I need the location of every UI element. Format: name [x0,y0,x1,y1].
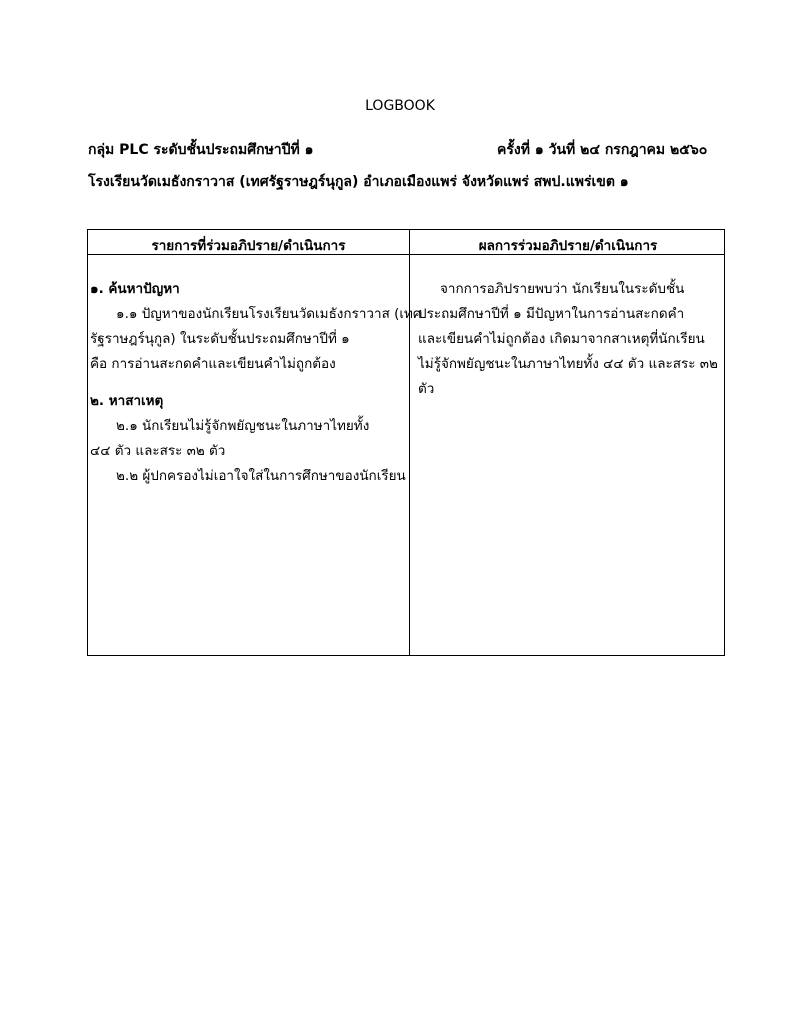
result-line: ประถมศึกษาปีที่ ๑ มีปัญหาในการอ่านสะกดคำ [418,306,685,322]
cause-line: ๔๔ ตัว และสระ ๓๒ ตัว [90,443,226,459]
section-title-find-cause: ๒. หาสาเหตุ [90,393,164,409]
column-header-discussion-results: ผลการร่วมอภิปราย/ดำเนินการ [478,238,658,254]
page-title: LOGBOOK [365,98,435,114]
result-line: จากการอภิปรายพบว่า นักเรียนในระดับชั้น [440,281,685,297]
result-line: ไม่รู้จักพยัญชนะในภาษาไทยทั้ง ๔๔ ตัว และสระ ๓๒ [418,356,718,372]
meeting-info: ครั้งที่ ๑ วันที่ ๒๔ กรกฎาคม ๒๕๖๐ [497,142,708,158]
problem-line: รัฐราษฎร์นุกูล) ในระดับชั้นประถมศึกษาปีที่ ๑ [90,331,350,347]
cause-line: ๒.๑ นักเรียนไม่รู้จักพยัญชนะในภาษาไทยทั้ง [116,418,370,434]
logbook-table [87,229,725,656]
cause-line: ๒.๒ ผู้ปกครองไม่เอาใจใส่ในการศึกษาของนักเรียน [116,468,406,484]
school-line: โรงเรียนวัดเมธังกราวาส (เทศรัฐราษฎร์นุกูล) อำเภอเมืองแพร่ จังหวัดแพร่ สพป.แพร่เขต ๑ [88,174,629,190]
discussion-items-cell [90,277,422,489]
problem-line: คือ การอ่านสะกดคำและเขียนคำไม่ถูกต้อง [90,356,336,372]
column-divider [409,230,410,655]
column-header-discussion-items: รายการที่ร่วมอภิปราย/ดำเนินการ [151,238,346,254]
group-line: กลุ่ม PLC ระดับชั้นประถมศึกษาปีที่ ๑ [88,142,314,158]
section-title-find-problem: ๑. ค้นหาปัญหา [90,281,180,297]
problem-line: ๑.๑ ปัญหาของนักเรียนโรงเรียนวัดเมธังกราวาส (เทศ [116,306,422,322]
result-line: ตัว [418,381,435,397]
discussion-results-cell [418,277,723,402]
result-line: และเขียนคำไม่ถูกต้อง เกิดมาจากสาเหตุที่นักเรียน [418,331,705,347]
